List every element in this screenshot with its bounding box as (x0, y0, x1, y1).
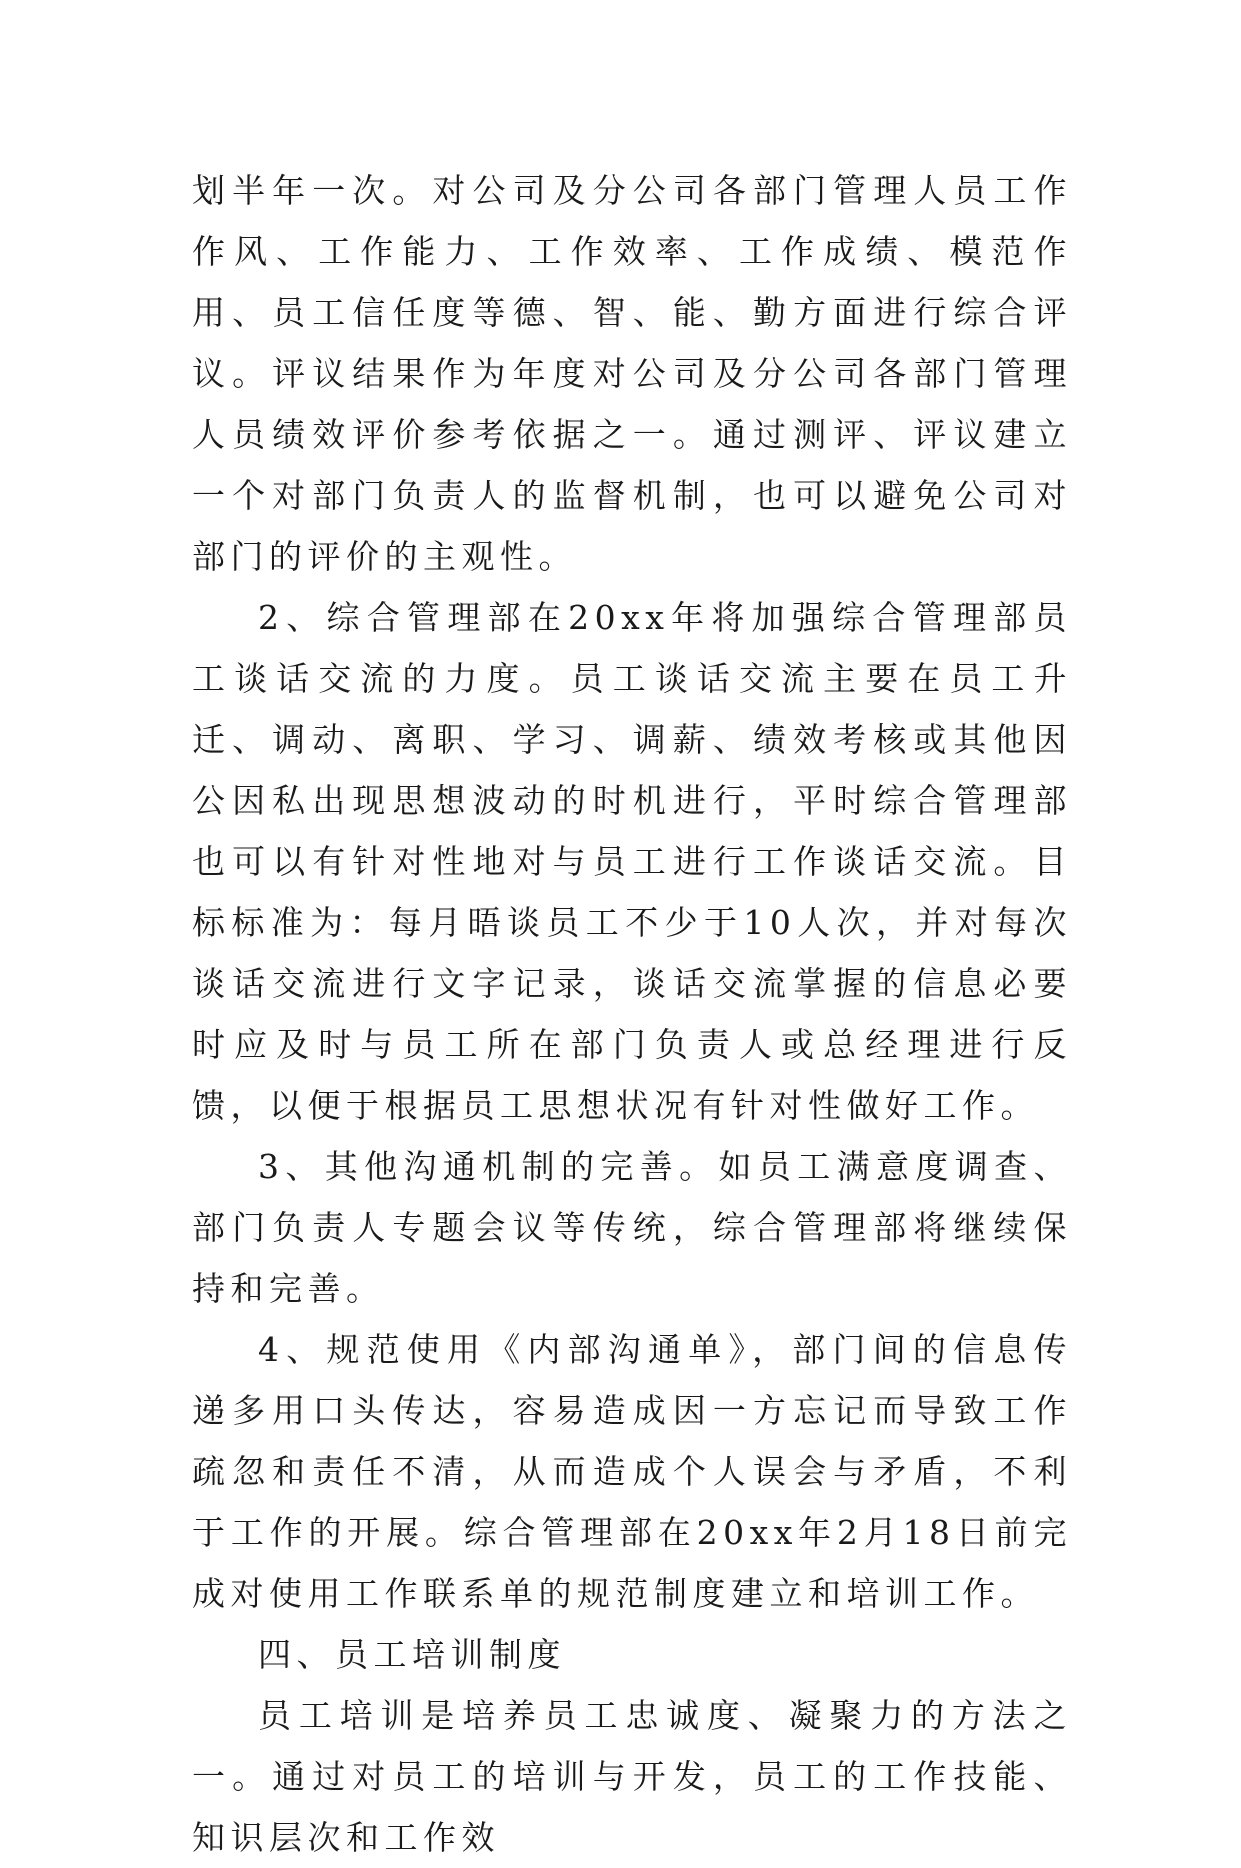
document-body (192, 160, 1072, 1868)
paragraph-item-4: 4、规范使用《内部沟通单》，部门间的信息传递多用口头传达，容易造成因一方忘记而导致工作疏忽和责任不清，从而造成个人误会与矛盾，不利于工作的开展。综合管理部在20xx年2月18日前完成对使用工作联系单的规范制度建立和培训工作。 (192, 1330, 1072, 1613)
section-heading: 四、员工培训制度 (258, 1635, 566, 1674)
paragraph-continuation: 划半年一次。对公司及分公司各部门管理人员工作作风、工作能力、工作效率、工作成绩、模范作用、员工信任度等德、智、能、勤方面进行综合评议。评议结果作为年度对公司及分公司各部门管理人员绩效评价参考依据之一。通过测评、评议建立一个对部门负责人的监督机制，也可以避免公司对部门的评价的主观性。 (192, 171, 1072, 576)
paragraph-item-2: 2、综合管理部在20xx年将加强综合管理部员工谈话交流的力度。员工谈话交流主要在员工升迁、调动、离职、学习、调薪、绩效考核或其他因公因私出现思想波动的时机进行，平时综合管理部也可以有针对性地对与员工进行工作谈话交流。目标标准为：每月晤谈员工不少于10人次，并对每次谈话交流进行文字记录，谈话交流掌握的信息必要时应及时与员工所在部门负责人或总经理进行反馈，以便于根据员工思想状况有针对性做好工作。 (192, 598, 1072, 1125)
paragraph-item-3: 3、其他沟通机制的完善。如员工满意度调查、部门负责人专题会议等传统，综合管理部将继续保持和完善。 (192, 1147, 1072, 1308)
paragraph-training: 员工培训是培养员工忠诚度、凝聚力的方法之一。通过对员工的培训与开发，员工的工作技能、知识层次和工作效 (192, 1696, 1072, 1857)
